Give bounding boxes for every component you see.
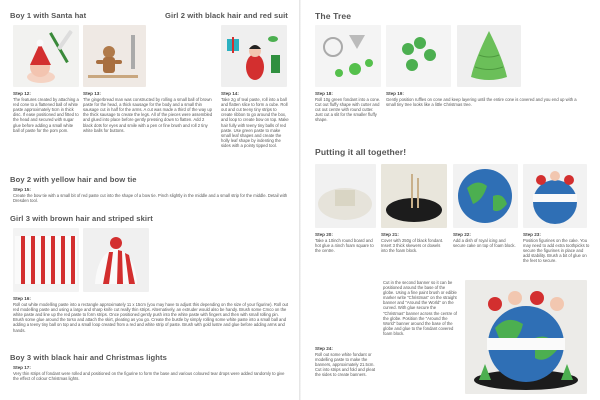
- step17: [13, 365, 289, 381]
- heading-boy1: Boy 1 with Santa hat: [10, 11, 87, 20]
- step18-photo: [315, 25, 381, 87]
- step14-photo: [221, 25, 287, 87]
- heading-girl2: Girl 2 with black hair and red suit: [165, 11, 288, 20]
- step19: [386, 91, 586, 107]
- step13: [83, 91, 215, 133]
- step24-title: Step 24:: [315, 346, 333, 351]
- step16-title: Step 16:: [13, 296, 31, 301]
- final-cake-photo: [465, 280, 587, 394]
- step23-photo: [523, 164, 587, 228]
- heading-boy2: Boy 2 with yellow hair and bow tie: [10, 175, 137, 184]
- step21-photo: [381, 164, 447, 228]
- step12-photo: [13, 25, 79, 87]
- step22-title: Step 22:: [453, 232, 471, 237]
- right-page: [301, 0, 600, 400]
- step18-title: Step 18:: [315, 91, 333, 96]
- step16-photo-skirt: [83, 228, 149, 292]
- step20-title: Step 20:: [315, 232, 333, 237]
- step21: [381, 232, 447, 253]
- step24-continued: [383, 280, 457, 336]
- step17-text: Very thin strips of fondant were rolled and positioned on the figurine to form the base and various coloured tear drops were added randomly to give the effect of colour Christmas lights.: [13, 371, 285, 382]
- step23: [523, 232, 591, 264]
- heading-boy3: Boy 3 with black hair and Christmas lights: [10, 353, 167, 362]
- step15: [13, 187, 288, 203]
- step21-text: Cover with 250g of black fondant. Insert 3 thick skewers or dowels into the foam block.: [381, 238, 444, 254]
- heading-tree: The Tree: [315, 11, 352, 21]
- step22: [453, 232, 518, 248]
- step12-text: The features created by attaching a red cone to a flattened ball of white paste approximately 5cm in thick disc. If ease positioned and fitted to the head and secured with sugar glue before adding a small white ball of paste for the pom pom.: [13, 97, 79, 133]
- step24-text: Roll out some white fondant or modelling paste to make the banners, approximately 21.5cm. Cut into strips and fold and pleat the sides to create banners.: [315, 352, 376, 378]
- step12: [13, 91, 79, 133]
- heading-girl3: Girl 3 with brown hair and striped skirt: [10, 214, 153, 223]
- step24: [315, 346, 376, 378]
- step23-text: Position figurines on the cake. You may need to add extra toothpicks to secure the figurines in place and add stability. Brush a bit of glue on the feet to secure.: [523, 238, 590, 264]
- step16-text: Roll out white modelling paste into a rectangle approximately 11 x 15cm (you may have to adjust this depending on the size of your figurine). Roll out red modelling paste and using a large and sharp knife cut really thin strips. Alternatively, an extruder would also be handy. Brush some Cmco on the white paste and line up the red paste to form strips. Once positioned gently push into the white paste with fingers and then with small rolling pin. Brush some glue around the torso and attach the skirt, pleating as you go. Create the bustle by simply rolling some white paste into a small ball and adding a teeny tiny ball on top and a small loop created from a red and white strip of paste. Brush with gold lustre and glue before adding arms and hands.: [13, 302, 289, 333]
- step19-text: Gently position ruffles on cone and keep layering until the entire cone is covered and you end up with a small tiny tree looks like a little Christmas tree.: [386, 97, 577, 108]
- step21-title: Step 21:: [381, 232, 399, 237]
- step15-text: Create the bow tie with a small bit of red paste cut into the shape of a bow tie. Pinch slightly in the middle and a small strip for the middle. Detail with Dresden tool.: [13, 193, 288, 204]
- step18-text: Roll 10g green fondant into a cone. Cut out fluffy shape with cutter and cut out centre with round cutter. Just cut a slit for the smaller fluffy shape.: [315, 97, 381, 123]
- step20: [315, 232, 376, 253]
- step20-photo: [315, 164, 376, 228]
- step17-title: Step 17:: [13, 365, 31, 370]
- step16: [13, 296, 289, 333]
- step18: [315, 91, 381, 123]
- step13-title: Step 13:: [83, 91, 101, 96]
- step24-continued-text: Cut in the second banner so it can be positioned around the base of the globe. Using a fine paint brush or edible marker write "Christmas" on the straight banner and "Around the World" on the curved. With glue secure the "Christmas" banner across the centre of the globe. Position the "Around the World" banner around the base of the globe and glue to the fondant covered foam block.: [383, 280, 457, 336]
- step22-photo: [453, 164, 518, 228]
- step13-photo: [83, 25, 146, 87]
- tree-photo: [457, 25, 521, 87]
- step19-photo: [386, 25, 451, 87]
- step12-title: Step 12:: [13, 91, 31, 96]
- step22-text: Add a dish of royal icing and secure cake on top of foam block.: [453, 238, 516, 249]
- step20-text: Take a 10inch round board and hot glue a 4inch foam square to the centre.: [315, 238, 374, 254]
- step15-title: Step 15:: [13, 187, 31, 192]
- step19-title: Step 19:: [386, 91, 404, 96]
- step13-text: The gingerbread man was constructed by rolling a small ball of brown paste for the head, a thick sausage for the body and a small thin sausage cut in half for the arms. A cut was made a third of the way up the thick sausage to create the legs. All of the pieces were assembled and glued into place before gently pressing down to flatten. Add 2 black dots for eyes and smile with a pen or fine brush and roll 2 tiny white balls for buttons.: [83, 97, 213, 133]
- step14-title: Step 14:: [221, 91, 239, 96]
- step23-title: Step 23:: [523, 232, 541, 237]
- step14-text: Take 2g of teal paste, roll into a ball and flatten slice to form a cube. Roll out and cut teeny tiny strips to create ribbon to go around the box, and loop to create bow on top. Make hair fully with teeny tiny balls of red paste. Use green paste to make small leaf shapes and create the holly leaf shape by indenting the sides with a pointy tipped tool.: [221, 97, 289, 148]
- heading-together: Putting it all together!: [315, 147, 407, 157]
- step14: [221, 91, 289, 148]
- step16-photo-strips: [13, 228, 79, 292]
